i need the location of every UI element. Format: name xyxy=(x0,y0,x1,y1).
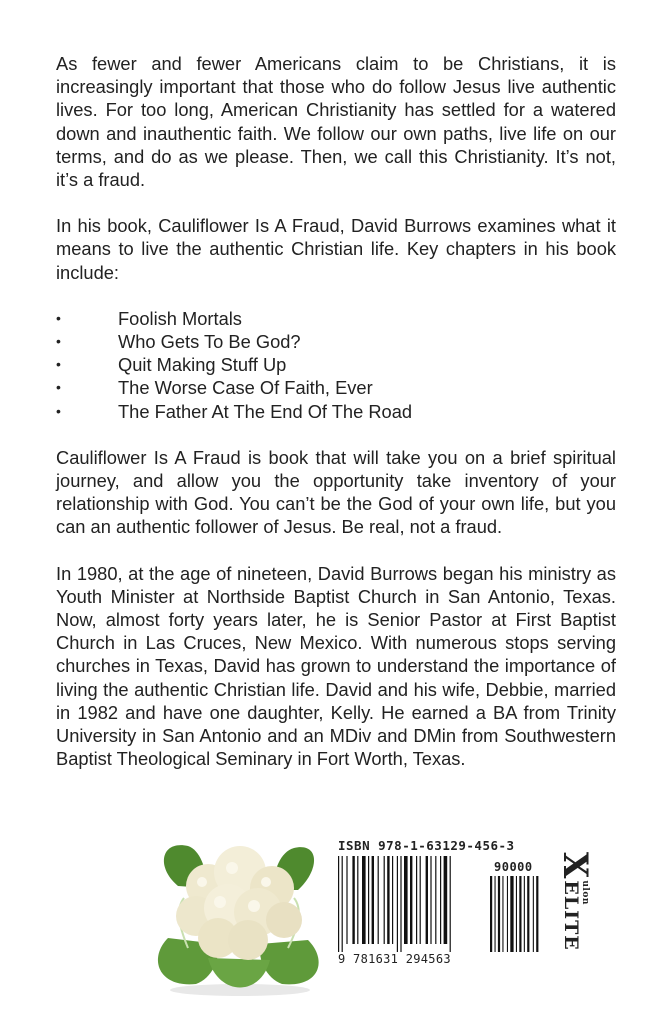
journey-paragraph: Cauliflower Is A Fraud is book that will take you on a brief spiritual journey, and allow you the opportunity take inventory of your relationship with God. You can’t be the God of your own life, but you can an authentic follower of Jesus. Be real, not a fraud. xyxy=(56,446,616,538)
barcode-bar xyxy=(346,856,347,944)
barcode-bar xyxy=(444,856,448,944)
barcode-bar xyxy=(338,856,339,952)
addon-bar xyxy=(536,876,538,952)
barcode-bar xyxy=(357,856,358,944)
book-paragraph: In his book, Cauliflower Is A Fraud, David Burrows examines what it means to live the authentic Christian life. Key chapters in his book include: xyxy=(56,215,616,283)
chapter-item: • Foolish Mortals xyxy=(56,307,616,330)
addon-bar xyxy=(510,876,513,952)
publisher-name: ELITE xyxy=(560,880,582,951)
barcode-bar xyxy=(362,856,366,944)
addon-bar xyxy=(490,876,492,952)
barcode-bar xyxy=(392,856,393,944)
barcode xyxy=(336,838,558,968)
back-cover-text xyxy=(56,52,616,793)
publisher-logo xyxy=(556,852,594,962)
price-code: 90000 xyxy=(494,860,533,874)
ean-digits: 9 781631 294563 xyxy=(338,952,451,966)
barcode-bar xyxy=(378,856,379,944)
chapter-item: • Quit Making Stuff Up xyxy=(56,353,616,376)
addon-bar xyxy=(516,876,517,952)
barcode-bar xyxy=(416,856,417,944)
author-bio-paragraph: In 1980, at the age of nineteen, David Burrows began his ministry as Youth Minister at Northside Baptist Church in San Antonio, Texas. Now, almost forty years later, he is Senior Pastor at First Baptist Church in Las Cruces, New Mexico. With numerous stops serving churches in Texas, David has grown to understand the importance of living the authentic Christian life. David and his wife, Debbie, married in 1982 and have one daughter, Kelly. He earned a BA from Trinity University in San Antonio and an MDiv and DMin from Southwestern Baptist Theological Seminary in Fort Worth, Texas. xyxy=(56,562,616,770)
barcode-bar xyxy=(410,856,412,944)
cauliflower-image xyxy=(148,828,328,998)
addon-bar xyxy=(533,876,534,952)
intro-paragraph: As fewer and fewer Americans claim to be Christians, it is increasingly important that those who do follow Jesus live authentic lives. For too long, American Christianity has settled for a watered down and inauthentic faith. We follow our own paths, live life on our terms, and do as we please. Then, we call this Christianity. It’s not, it’s a fraud. xyxy=(56,53,616,191)
barcode-bar xyxy=(384,856,385,944)
addon-bar xyxy=(495,876,496,952)
barcode-bar xyxy=(426,856,428,944)
addon-bar xyxy=(507,876,508,952)
barcode-bar xyxy=(440,856,441,944)
addon-bar xyxy=(524,876,525,952)
barcode-bar xyxy=(368,856,369,944)
barcode-bar xyxy=(372,856,374,944)
addon-bar xyxy=(519,876,521,952)
ean-barcode xyxy=(336,856,558,954)
barcode-bar xyxy=(387,856,389,944)
chapter-item: • The Father At The End Of The Road xyxy=(56,400,616,423)
publisher-mark: X xyxy=(555,852,595,879)
barcode-bar xyxy=(352,856,354,944)
publisher-sub: ulon xyxy=(580,880,590,905)
addon-bar xyxy=(527,876,529,952)
barcode-bar xyxy=(420,856,421,944)
addon-bar xyxy=(502,876,503,952)
barcode-bar xyxy=(342,856,343,952)
barcode-bar xyxy=(450,856,451,952)
barcode-bar xyxy=(400,856,401,952)
addon-bar xyxy=(498,876,500,952)
barcode-bar xyxy=(404,856,408,944)
chapter-list xyxy=(56,307,616,423)
chapter-item: • The Worse Case Of Faith, Ever xyxy=(56,376,616,399)
barcode-bar xyxy=(430,856,431,944)
barcode-bar xyxy=(435,856,436,944)
chapter-item: • Who Gets To Be God? xyxy=(56,330,616,353)
isbn-label: ISBN 978-1-63129-456-3 xyxy=(338,838,515,853)
barcode-bar xyxy=(397,856,398,952)
